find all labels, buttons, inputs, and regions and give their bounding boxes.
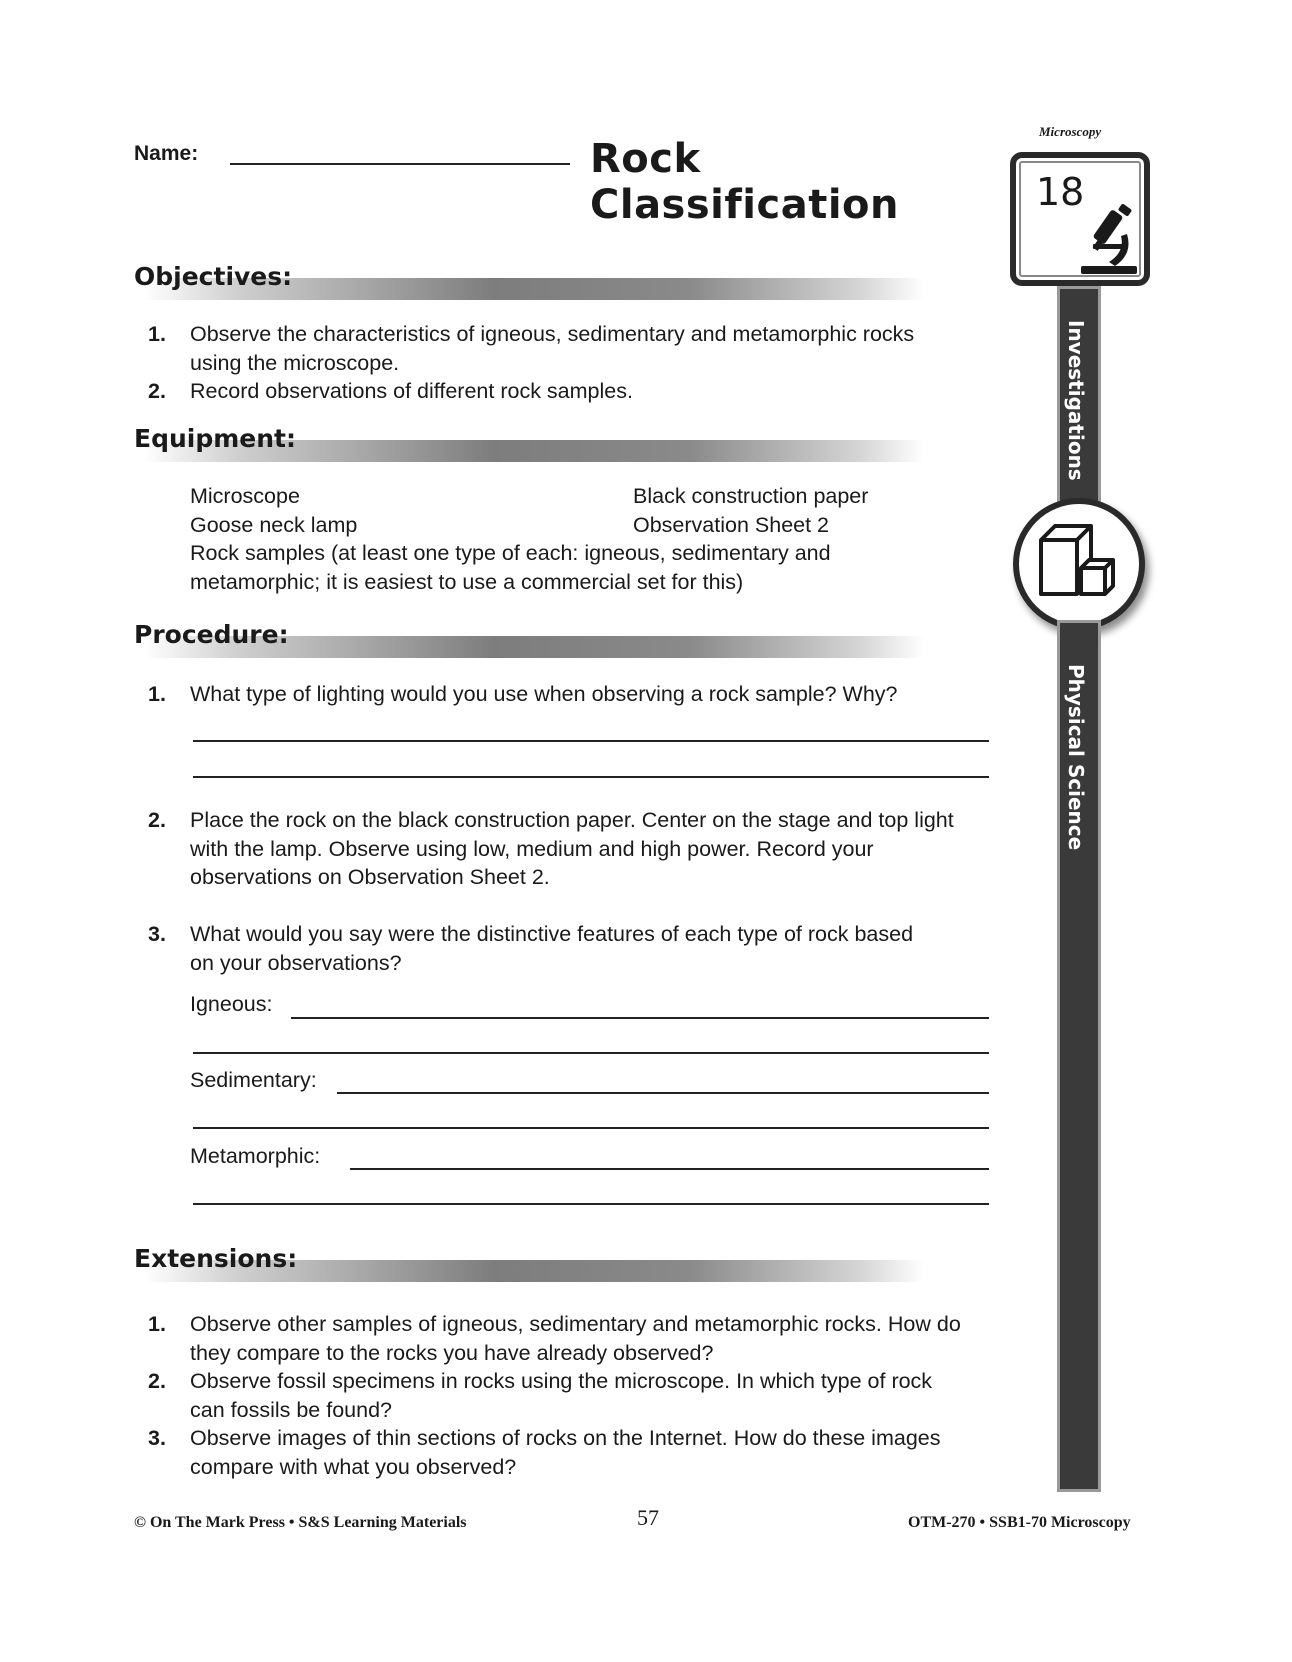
equipment-item: Observation Sheet 2 xyxy=(633,512,830,537)
procedure-item-2: 2. Place the rock on the black construction paper. Center on the stage and top light with the lamp. Observe using low, medium and high power. Record your observations on Observation Sheet 2. xyxy=(148,808,954,889)
extensions-list xyxy=(148,1310,980,1481)
name-blank-line[interactable] xyxy=(230,163,570,165)
strip-label-physical-science: Physical Science xyxy=(1064,664,1088,851)
footer-catalog: OTM-270 • SSB1-70 Microscopy xyxy=(908,1514,1131,1531)
equipment-list xyxy=(190,482,950,596)
equipment-title: Equipment: xyxy=(134,424,296,453)
sedimentary-answer-line[interactable] xyxy=(337,1092,989,1094)
objectives-title: Objectives: xyxy=(134,262,293,291)
answer-line[interactable] xyxy=(193,740,989,742)
answer-line[interactable] xyxy=(193,1127,989,1129)
answer-line[interactable] xyxy=(193,1203,989,1205)
name-label: Name: xyxy=(134,142,199,165)
page-title xyxy=(590,136,899,228)
equipment-item: Microscope xyxy=(190,484,300,508)
list-item: 1. Observe other samples of igneous, sedimentary and metamorphic rocks. How do they compare to the rocks you have already observed? xyxy=(148,1312,961,1365)
igneous-label: Igneous: xyxy=(190,992,273,1016)
cube-icon xyxy=(1035,520,1125,608)
microscope-icon xyxy=(1075,204,1147,278)
tab-category-label: Microscopy xyxy=(1039,124,1102,139)
objectives-list xyxy=(148,320,980,406)
list-item: 3. Observe images of thin sections of rocks on the Internet. How do these images compare with what you observed? xyxy=(148,1426,941,1479)
answer-line[interactable] xyxy=(193,1052,989,1054)
metamorphic-label: Metamorphic: xyxy=(190,1144,321,1168)
strip-label-investigations: Investigations xyxy=(1064,320,1088,481)
answer-line[interactable] xyxy=(193,776,989,778)
title-line-1: Rock xyxy=(590,136,701,182)
igneous-answer-line[interactable] xyxy=(291,1017,989,1019)
list-item: 2. Record observations of different rock samples. xyxy=(148,379,633,403)
lesson-number: 18 xyxy=(1036,170,1085,214)
list-item: 1. Observe the characteristics of igneous, sedimentary and metamorphic rocks using the microscope. xyxy=(148,322,915,375)
title-line-2: Classification xyxy=(590,182,899,228)
list-item: 2. Observe fossil specimens in rocks using the microscope. In which type of rock can fossils be found? xyxy=(148,1369,933,1422)
objectives-heading xyxy=(134,262,924,292)
equipment-item: Black construction paper xyxy=(633,484,869,508)
sedimentary-label: Sedimentary: xyxy=(190,1068,317,1092)
procedure-heading xyxy=(134,620,924,650)
equipment-item: Goose neck lamp xyxy=(190,512,358,537)
equipment-item: Rock samples (at least one type of each: igneous, sedimentary and metamorphic; it is easiest to use a commercial set for this) xyxy=(190,541,831,594)
footer-copyright: © On The Mark Press • S&S Learning Materials xyxy=(134,1514,467,1531)
procedure-item-3: 3. What would you say were the distinctive features of each type of rock based on your observations? xyxy=(148,922,914,975)
extensions-title: Extensions: xyxy=(134,1244,298,1273)
extensions-heading xyxy=(134,1244,924,1274)
equipment-heading xyxy=(134,424,924,454)
procedure-title: Procedure: xyxy=(134,620,289,649)
metamorphic-answer-line[interactable] xyxy=(350,1168,989,1170)
procedure-item-1: 1. What type of lighting would you use when observing a rock sample? Why? xyxy=(148,682,898,706)
page-number: 57 xyxy=(637,1505,659,1530)
